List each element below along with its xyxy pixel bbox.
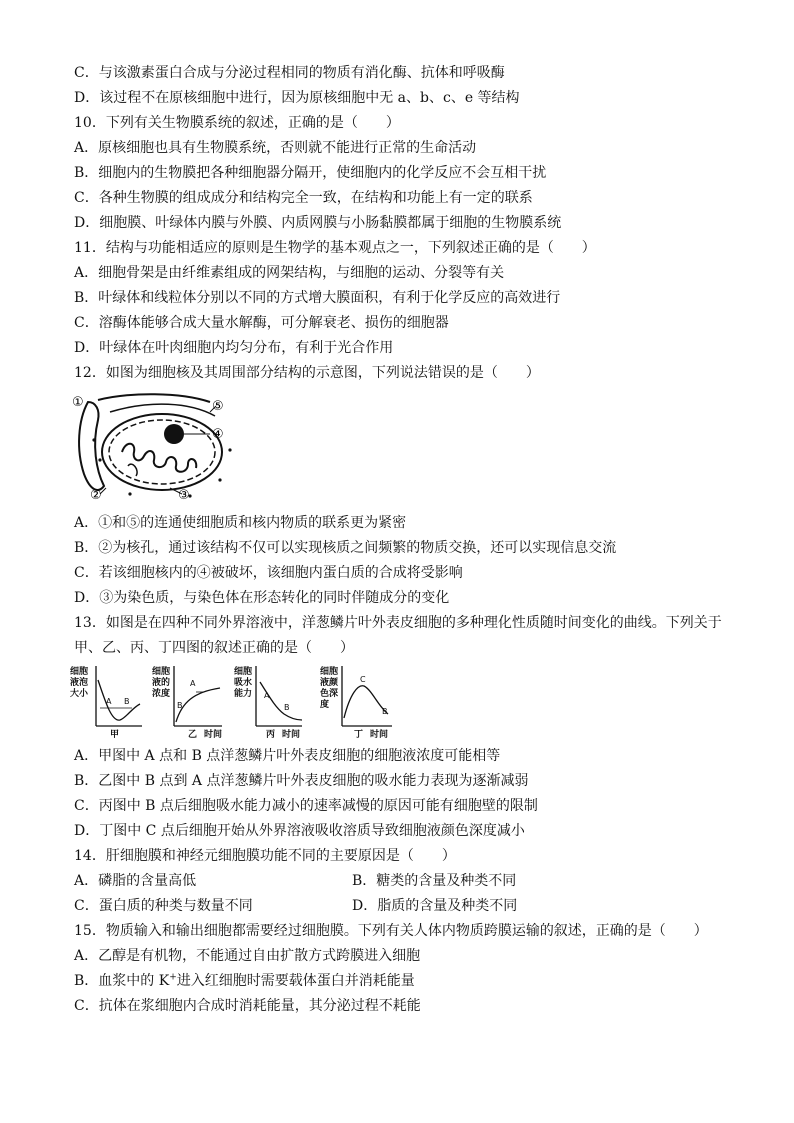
svg-text:乙: 乙 — [188, 730, 198, 740]
figure-label-3: ③ — [178, 488, 190, 503]
q14-option-c: C．蛋白质的种类与数量不同 — [74, 898, 253, 914]
svg-text:吸水: 吸水 — [234, 678, 253, 688]
svg-text:C: C — [360, 675, 366, 684]
svg-text:B: B — [177, 701, 183, 710]
svg-text:时间: 时间 — [204, 730, 223, 740]
q14-option-a: A．磷脂的含量高低 — [74, 873, 197, 889]
q14-option-d: D．脂质的含量及种类不同 — [352, 898, 518, 914]
q12-option-d: D．③为染色质，与染色体在形态转化的同时伴随成分的变化 — [74, 590, 450, 606]
svg-text:B: B — [284, 703, 290, 712]
svg-text:A: A — [106, 697, 112, 706]
svg-text:细胞: 细胞 — [320, 667, 339, 677]
q10-stem: 10．下列有关生物膜系统的叙述，正确的是（ ） — [74, 115, 400, 131]
svg-text:液泡: 液泡 — [70, 678, 89, 688]
svg-text:时间: 时间 — [370, 730, 389, 740]
svg-text:色深: 色深 — [320, 689, 339, 699]
svg-text:能力: 能力 — [234, 689, 253, 699]
q15-option-c: C．抗体在浆细胞内合成时消耗能量，其分泌过程不耗能 — [74, 998, 421, 1014]
svg-text:A: A — [264, 691, 270, 700]
q13-stem-line1: 13．如图是在四种不同外界溶液中，洋葱鳞片叶外表皮细胞的多种理化性质随时间变化的曲线。下列关于 — [74, 615, 722, 631]
figure-label-2: ② — [90, 488, 102, 503]
q13-stem-line2: 甲、乙、丙、丁四图的叙述正确的是（ ） — [74, 640, 354, 656]
q11-option-c: C．溶酶体能够合成大量水解酶，可分解衰老、损伤的细胞器 — [74, 315, 449, 331]
graph-bing — [234, 665, 302, 740]
q12-option-c: C．若该细胞核内的④被破坏，该细胞内蛋白质的合成将受影响 — [74, 565, 463, 581]
svg-text:B: B — [382, 707, 388, 716]
svg-text:丁: 丁 — [354, 730, 364, 740]
q12-option-b: B．②为核孔，通过该结构不仅可以实现核质之间频繁的物质交换，还可以实现信息交流 — [74, 540, 617, 556]
graph-yi — [152, 665, 222, 740]
svg-text:度: 度 — [320, 700, 330, 710]
q15-option-b-post: 进入红细胞时需要载体蛋白并消耗能量 — [176, 973, 415, 989]
nucleus-diagram — [70, 390, 240, 505]
q11-option-b: B．叶绿体和线粒体分别以不同的方式增大膜面积，有利于化学反应的高效进行 — [74, 290, 561, 306]
q13-option-b: B．乙图中 B 点到 A 点洋葱鳞片叶外表皮细胞的吸水能力表现为逐渐减弱 — [74, 773, 529, 789]
figure-label-5: ⑤ — [212, 399, 224, 414]
q12-stem: 12．如图为细胞核及其周围部分结构的示意图，下列说法错误的是（ ） — [74, 365, 540, 381]
q14-stem: 14．肝细胞膜和神经元细胞膜功能不同的主要原因是（ ） — [74, 848, 456, 864]
svg-text:细胞: 细胞 — [234, 667, 253, 677]
q10-option-b: B．细胞内的生物膜把各种细胞器分隔开，使细胞内的化学反应不会互相干扰 — [74, 165, 547, 181]
svg-text:液的: 液的 — [152, 678, 171, 688]
q13-option-c: C．丙图中 B 点后细胞吸水能力减小的速率减慢的原因可能有细胞壁的限制 — [74, 798, 538, 814]
q10-option-d: D．细胞膜、叶绿体内膜与外膜、内质网膜与小肠黏膜都属于细胞的生物膜系统 — [74, 215, 562, 231]
svg-text:细胞: 细胞 — [152, 667, 171, 677]
graph-jia — [70, 665, 142, 740]
graph-ding — [319, 665, 392, 740]
svg-text:时间: 时间 — [282, 730, 301, 740]
figure-label-1: ① — [72, 395, 84, 410]
q13-option-d: D．丁图中 C 点后细胞开始从外界溶液吸收溶质导致细胞液颜色深度减小 — [74, 823, 525, 839]
q13-option-a: A．甲图中 A 点和 B 点洋葱鳞片叶外表皮细胞的细胞液浓度可能相等 — [74, 748, 501, 764]
figure-label-4: ④ — [212, 427, 224, 442]
potassium-charge: + — [169, 972, 177, 983]
q11-stem: 11．结构与功能相适应的原则是生物学的基本观点之一，下列叙述正确的是（ ） — [74, 240, 596, 256]
q13-graphs — [70, 664, 400, 740]
svg-text:丙: 丙 — [266, 730, 276, 740]
q10-option-a: A．原核细胞也具有生物膜系统，否则就不能进行正常的生命活动 — [74, 140, 477, 156]
q11-option-d: D．叶绿体在叶肉细胞内均匀分布，有利于光合作用 — [74, 340, 394, 356]
q11-option-a: A．细胞骨架是由纤维素组成的网架结构，与细胞的运动、分裂等有关 — [74, 265, 505, 281]
q15-option-a: A．乙醇是有机物，不能通过自由扩散方式跨膜进入细胞 — [74, 948, 421, 964]
q15-option-b-pre: B．血浆中的 K — [74, 973, 170, 989]
q10-option-c: C．各种生物膜的组成成分和结构完全一致，在结构和功能上有一定的联系 — [74, 190, 533, 206]
svg-text:A: A — [190, 679, 196, 688]
q9-option-c: C．与该激素蛋白合成与分泌过程相同的物质有消化酶、抗体和呼吸酶 — [74, 65, 505, 81]
q15-stem: 15．物质输入和输出细胞都需要经过细胞膜。下列有关人体内物质跨膜运输的叙述，正确的是（ ） — [74, 923, 708, 939]
svg-text:液颜: 液颜 — [320, 678, 339, 688]
svg-text:大小: 大小 — [70, 689, 89, 699]
svg-text:B: B — [124, 697, 130, 706]
q9-option-d: D．该过程不在原核细胞中进行，因为原核细胞中无 a、b、c、e 等结构 — [74, 90, 520, 106]
svg-text:细胞: 细胞 — [70, 667, 89, 677]
q12-option-a: A．①和⑤的连通使细胞质和核内物质的联系更为紧密 — [74, 515, 407, 531]
q14-option-b: B．糖类的含量及种类不同 — [352, 873, 517, 889]
svg-text:甲: 甲 — [110, 730, 120, 740]
q15-option-b — [74, 970, 415, 992]
svg-text:浓度: 浓度 — [152, 689, 171, 699]
